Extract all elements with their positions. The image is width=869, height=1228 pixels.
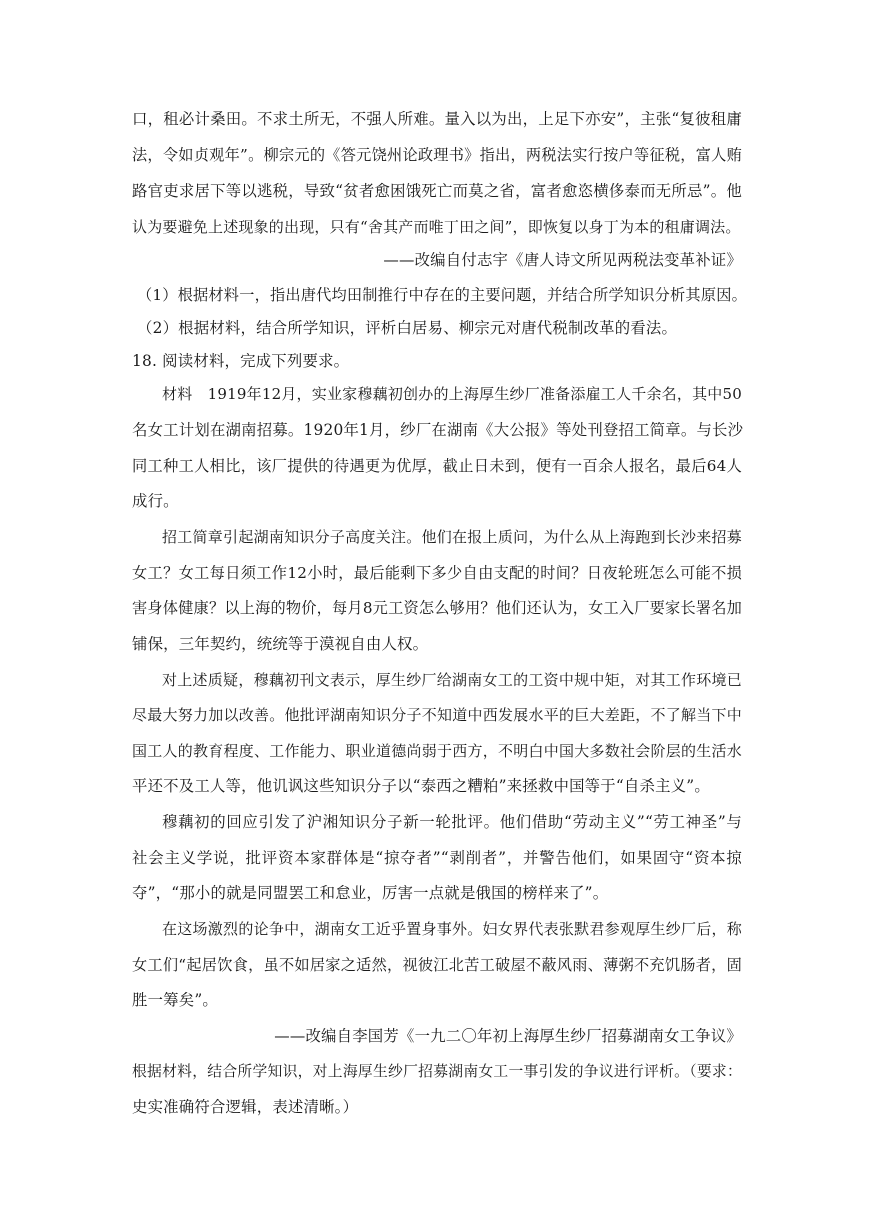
paragraph-line: 害身体健康？以上海的物价，每月8元工资怎么够用？他们还认为，女工入厂要家长署名加	[132, 599, 742, 617]
paragraph-line: 名女工计划在湖南招募。1920年1月，纱厂在湖南《大公报》等处刊登招工简章。与长沙	[132, 421, 744, 439]
paragraph-line: 材料 1919年12月，实业家穆藕初创办的上海厚生纱厂准备添雇工人千余名，其中50	[162, 385, 742, 403]
paragraph-line: 对上述质疑，穆藕初刊文表示，厚生纱厂给湖南女工的工资中规中矩，对其工作环境已	[162, 671, 742, 689]
question-item: （2）根据材料，结合所学知识，评析白居易、柳宗元对唐代税制改革的看法。	[137, 319, 678, 337]
question-line: 史实准确符合逻辑，表述清晰。）	[132, 1098, 359, 1116]
material-line: 口，租必计桑田。不求土所无，不强人所难。量入以为出，上足下亦安”，主张“复彼租庸	[132, 110, 742, 128]
paragraph-line: 招工简章引起湖南知识分子高度关注。他们在报上质问，为什么从上海跑到长沙来招募	[162, 528, 742, 546]
paragraph-line: 铺保，三年契约，统统等于漠视自由人权。	[132, 635, 429, 653]
material-line: 认为要避免上述现象的出现，只有“舍其产而唯丁田之间”，即恢复以身丁为本的租庸调法。	[132, 218, 741, 236]
question-heading: 18. 阅读材料，完成下列要求。	[132, 352, 350, 370]
paragraph-line: 平还不及工人等，他讥讽这些知识分子以“泰西之糟粕”来拯救中国等于“自杀主义”。	[132, 777, 710, 795]
paragraph-line: 尽最大努力加以改善。他批评湖南知识分子不知道中西发展水平的巨大差距，不了解当下中	[132, 706, 742, 724]
paragraph-line: 社会主义学说，批评资本家群体是“掠夺者”“剥削者”，并警告他们，如果固守“资本掠	[132, 849, 742, 867]
paragraph-line: 女工？女工每日须工作12小时，最后能剩下多少自由支配的时间？日夜轮班怎么可能不损	[132, 564, 742, 582]
paragraph-line: 穆藕初的回应引发了沪湘知识分子新一轮批评。他们借助“劳动主义”“劳工神圣”与	[162, 813, 742, 831]
source-citation: ——改编自李国芳《一九二〇年初上海厚生纱厂招募湖南女工争议》	[274, 1027, 742, 1045]
paragraph-line: 成行。	[132, 492, 179, 510]
material-line: 路官吏求居下等以逃税，导致“贫者愈困饿死亡而莫之省，富者愈恣横侈泰而无所忌”。他	[132, 182, 742, 200]
paragraph-line: 在这场激烈的论争中，湖南女工近乎置身事外。妇女界代表张默君参观厚生纱厂后，称	[162, 920, 742, 938]
paragraph-line: 同工种工人相比，该厂提供的待遇更为优厚，截止日未到，便有一百余人报名，最后64人	[132, 457, 742, 475]
question-line: 根据材料，结合所学知识，对上海厚生纱厂招募湖南女工一事引发的争议进行评析。（要求：	[132, 1063, 742, 1080]
question-item: （1）根据材料一，指出唐代均田制推行中存在的主要问题，并结合所学知识分析其原因。	[137, 286, 747, 304]
source-citation: ——改编自付志宇《唐人诗文所见两税法变革补证》	[383, 251, 742, 269]
paragraph-line: 女工们“起居饮食，虽不如居家之适然，视彼江北苦工破屋不蔽风雨、薄粥不充饥肠者，固	[132, 956, 742, 974]
paragraph-line: 国工人的教育程度、工作能力、职业道德尚弱于西方，不明白中国大多数社会阶层的生活水	[132, 742, 742, 760]
material-line: 法，令如贞观年”。柳宗元的《答元饶州论政理书》指出，两税法实行按户等征税，富人贿	[132, 146, 742, 164]
paragraph-line: 夺”，“那小的就是同盟罢工和怠业，厉害一点就是俄国的榜样来了”。	[132, 884, 609, 902]
paragraph-line: 胜一筹矣”。	[132, 991, 219, 1009]
